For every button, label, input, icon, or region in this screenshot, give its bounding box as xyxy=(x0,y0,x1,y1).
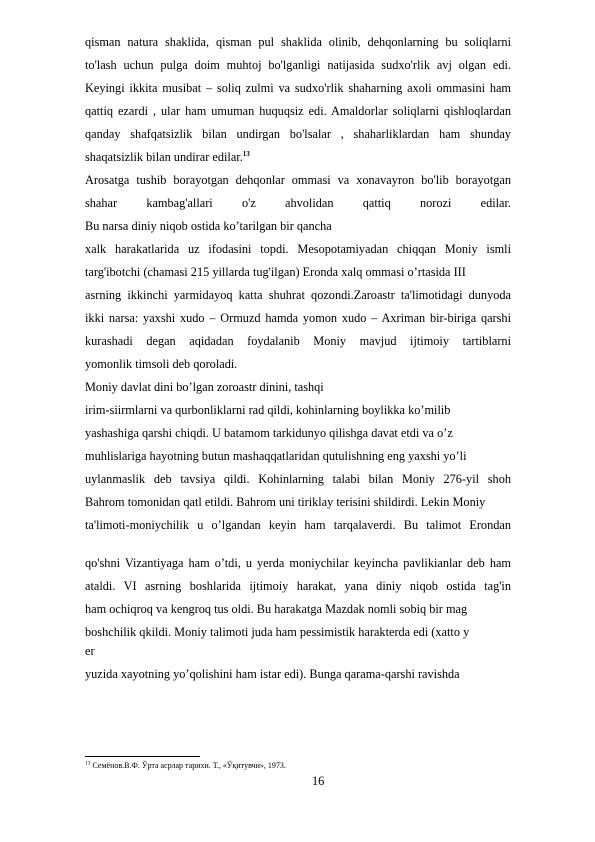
body-text-line: qanday shafqatsizlik bilan undirgan bo'lsalar , shaharliklardan ham shunday xyxy=(85,127,511,141)
body-text-line: kurashadi degan aqidadan foydalanib Moniy mavjud ijtimoiy tartiblarni xyxy=(85,334,511,348)
body-text-line: xalk harakatlarida uz ifodasini topdi. Mesopotamiyadan chiqqan Moniy ismli xyxy=(85,242,511,256)
body-text-line: boshchilik qkildi. Moniy talimoti juda ham pessimistik harakterda edi (xatto y xyxy=(85,625,470,639)
body-text-line: yuzida xayotning yo’qolishini ham istar edi). Bunga qarama-qarshi ravishda xyxy=(85,667,460,681)
body-text-line: to'lash uchun pulga doim muhtoj bo'lganligi natijasida sudxo'rlik avj olgan edi. xyxy=(85,58,511,72)
body-text-line: uylanmaslik deb tavsiya qildi. Kohinlarning talabi bilan Moniy 276-yil shoh xyxy=(85,472,511,486)
footnote-reference: 13 xyxy=(242,149,250,158)
body-text-line: targ'ibotchi (chamasi 215 yillarda tug'ilgan) Eronda xalq ommasi o’rtasida III xyxy=(85,265,466,279)
body-text-line: ataldi. VI asrning boshlarida ijtimoiy harakat, yana diniy niqob ostida tag'in xyxy=(85,579,511,593)
body-text-line: Arosatga tushib borayotgan dehqonlar ommasi va xonavayron bo'lib borayotgan xyxy=(85,173,511,187)
footnote-separator xyxy=(85,756,200,757)
body-text-line: qisman natura shaklida, qisman pul shaklida olinib, dehqonlarning bu soliqlarni xyxy=(85,35,511,49)
body-text-line: qo'shni Vizantiyaga ham o’tdi, u yerda moniychilar keyincha pavlikianlar deb ham xyxy=(85,556,511,570)
body-text-line: Bahrom tomonidan qatl etildi. Bahrom uni tiriklay terisini shildirdi. Lekin Moniy xyxy=(85,495,486,509)
body-text-line: Bu narsa diniy niqob ostida ko’tarilgan bir qancha xyxy=(85,219,332,233)
body-text-line: ham ochiqroq va kengroq tus oldi. Bu harakatga Mazdak nomli sobiq bir mag xyxy=(85,602,468,616)
body-text-line: asrning ikkinchi yarmidayoq katta shuhrat qozondi.Zaroastr ta'limotidagi dunyoda xyxy=(85,288,511,302)
body-text: shaqatsizlik bilan undirar edilar. xyxy=(85,150,243,164)
body-text-line: yashashiga qarshi chiqdi. U batamom tarkidunyo qilishga davat etdi va o’z xyxy=(85,426,453,440)
footnote-text: Семёнов.В.Ф. Ўрта асрлар тарихи. Т., «Ўқитувчи», 1973. xyxy=(92,761,286,770)
footnote xyxy=(85,761,286,771)
body-text-line: muhlislariga hayotning butun mashaqqatlaridan qutulishning eng yaxshi yo’li xyxy=(85,449,467,463)
body-text-line: er xyxy=(85,644,95,658)
page-number: 16 xyxy=(312,774,325,788)
body-text-line: Moniy davlat dini bo’lgan zoroastr dinini, tashqi xyxy=(85,380,324,394)
footnote-number: 13 xyxy=(85,760,91,767)
body-text-line: ta'limoti-moniychilik u o’lgandan keyin ham tarqalaverdi. Bu talimot Erondan xyxy=(85,518,511,532)
body-text-line: Keyingi ikkita musibat – soliq zulmi va sudxo'rlik shaharning axoli ommasini ham xyxy=(85,81,511,95)
body-text-line: ikki narsa: yaxshi xudo – Ormuzd hamda yomon xudo – Axriman bir-biriga qarshi xyxy=(85,311,511,325)
body-text-line: irim-siirmlarni va qurbonliklarni rad qildi, kohinlarning boylikka ko’milib xyxy=(85,403,451,417)
body-text-line: qattiq ezardi , ular ham umuman huquqsiz edi. Amaldorlar soliqlarni qishloqlardan xyxy=(85,104,511,118)
body-text-line: yomonlik timsoli deb qoroladi. xyxy=(85,357,238,371)
body-text-line xyxy=(85,149,511,165)
body-text-line: shahar kambag'allari o'z ahvolidan qattiq norozi edilar. xyxy=(85,196,511,210)
